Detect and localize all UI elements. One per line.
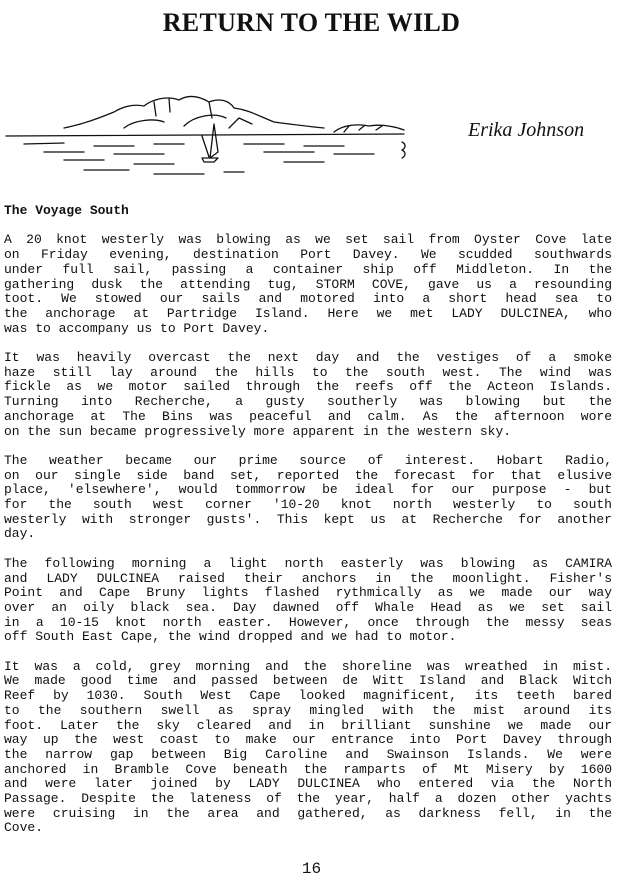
paragraph-line: anchored in Bramble Cove beneath the ramparts of Mt Misery by 1600: [4, 761, 612, 777]
paragraph-line: the narrow gap between Big Caroline and Swainson Islands. We were: [4, 746, 612, 762]
paragraph-line: on our single side band set, reported the forecast for that elusive: [4, 467, 612, 483]
paragraph-line: Passage. Despite the lateness of the year, half a dozen other yachts: [4, 791, 612, 807]
paragraph-line: anchorage at The Bins was peaceful and calm. As the afternoon wore: [4, 408, 612, 424]
article-title: RETURN TO THE WILD: [162, 8, 461, 37]
paragraph: [4, 557, 612, 645]
paragraph-line: and LADY DULCINEA raised their anchors in the moonlight. Fisher's: [4, 570, 612, 586]
paragraph-line: way up the west coast to make our entrance into Port Davey through: [4, 732, 612, 748]
paragraph-line: Turning into Recherche, a gusty southerly was blowing but the: [4, 394, 612, 410]
paragraph-line: for the south west corner '10-20 knot north westerly to south: [4, 497, 612, 513]
paragraph-line: the anchorage at Partridge Island. Here we met LADY DULCINEA, who: [4, 305, 612, 321]
paragraph-line: A 20 knot westerly was blowing as we set sail from Oyster Cove late: [4, 232, 612, 248]
coastline-sketch-icon: [4, 88, 424, 188]
page-number: 16: [301, 860, 322, 878]
paragraph-line: on the sun became progressively more apparent in the western sky.: [4, 423, 512, 439]
section-heading: The Voyage South: [4, 203, 129, 218]
author-name: Erika Johnson: [468, 119, 585, 141]
paragraph-line: place, 'elsewhere', would tommorrow be ideal for our purpose - but: [4, 482, 612, 498]
paragraph-line: were cruising in the area and gathered, as darkness fell, in the: [4, 805, 612, 821]
paragraph-line: under full sail, passing a container ship off Middleton. In the: [4, 261, 612, 277]
paragraph-line: westerly with stronger gusts'. This kept us at Recherche for another: [4, 511, 612, 527]
paragraph: [4, 351, 612, 439]
paragraph-line: It was heavily overcast the next day and the vestiges of a smoke: [4, 350, 612, 365]
paragraph-line: Cove.: [4, 820, 44, 836]
paragraph-line: to the southern swell as spray mingled with the mist around its: [4, 702, 612, 718]
paragraph-line: off South East Cape, the wind dropped and we had to motor.: [4, 629, 457, 645]
paragraph-line: in a 10-15 knot north easter. However, once through the messy seas: [4, 614, 612, 630]
paragraph-line: on Friday evening, destination Port Davey. We scudded southwards: [4, 247, 612, 263]
paragraph: [4, 233, 612, 336]
paragraph-line: was to accompany us to Port Davey.: [4, 320, 270, 336]
paragraph-line: Point and Cape Bruny lights flashed rythmically as we made our way: [4, 585, 612, 601]
paragraph-line: haze still lay around the hills to the south west. The wind was: [4, 364, 612, 380]
paragraph-line: gathering dusk the attending tug, STORM COVE, gave us a resounding: [4, 276, 612, 292]
paragraph-line: toot. We stowed our sails and motored into a short head sea to: [4, 291, 612, 307]
paragraph-line: We made good time and passed between de Witt Island and Black Witch: [4, 673, 612, 689]
paragraph-line: The weather became our prime source of interest. Hobart Radio,: [4, 452, 612, 468]
paragraph: [4, 454, 612, 542]
paragraph-line: over an oily black sea. Day dawned off Whale Head as we set sail: [4, 599, 612, 615]
paragraph-line: foot. Later the sky cleared and in brilliant sunshine we made our: [4, 717, 612, 733]
article-body: [4, 204, 612, 851]
paragraph-line: The following morning a light north easterly was blowing as CAMIRA: [4, 555, 612, 571]
paragraph-line: and were later joined by LADY DULCINEA who entered via the North: [4, 776, 612, 792]
paragraph-line: It was a cold, grey morning and the shoreline was wreathed in mist.: [4, 658, 612, 674]
paragraph: [4, 660, 612, 836]
paragraph-line: Reef by 1030. South West Cape looked magnificent, its teeth bared: [4, 688, 612, 704]
paragraph-line: day.: [4, 526, 36, 542]
paragraph-line: fickle as we motor sailed through the reefs off the Acteon Islands.: [4, 379, 612, 395]
